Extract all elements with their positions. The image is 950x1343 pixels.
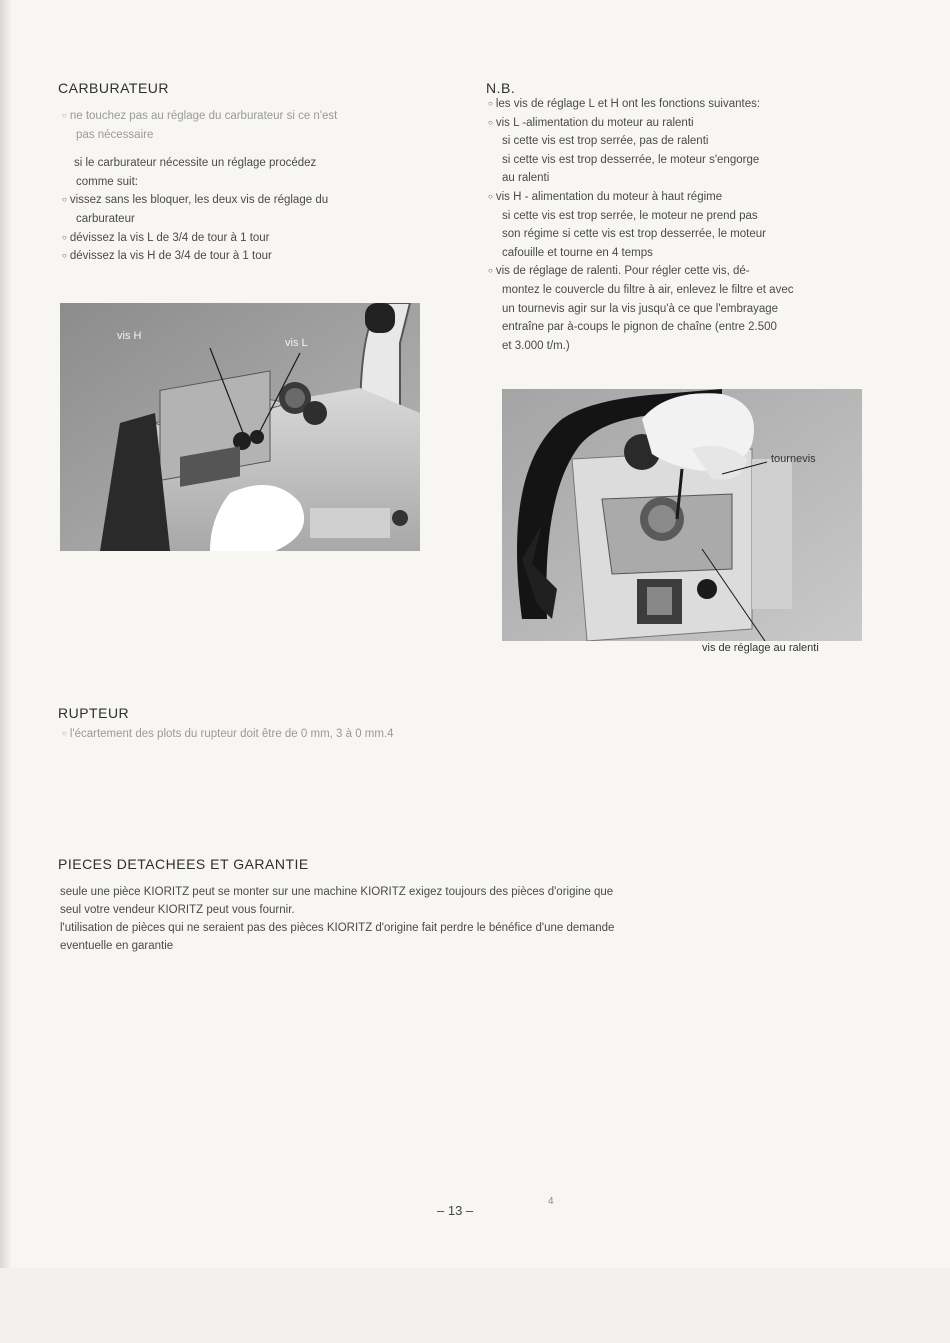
callout-tournevis: tournevis: [771, 453, 816, 465]
nb-line-11: montez le couvercle du filtre à air, enlevez le filtre et avec: [502, 283, 794, 296]
carburateur-intro-line-1: ○ ne touchez pas au réglage du carburateur si ce n'est: [62, 107, 437, 126]
pieces-line-1: seule une pièce KIORITZ peut se monter sur une machine KIORITZ exigez toujours des pièces d'origine que: [60, 886, 614, 898]
carburateur-step-1: ○ vissez sans les bloquer, les deux vis de réglage du: [62, 191, 437, 210]
nb-line-8: son régime si cette vis est trop desserrée, le moteur: [502, 228, 766, 241]
pieces-line-2: seul votre vendeur KIORITZ peut vous fournir.: [60, 904, 295, 916]
rupteur-heading: RUPTEUR: [58, 705, 130, 721]
carburetor-photo-illustration: [60, 303, 420, 551]
nb-heading: N.B.: [486, 80, 516, 96]
carburateur-step-2: ○ dévissez la vis L de 3/4 de tour à 1 tour: [62, 229, 437, 248]
pieces-line-3: l'utilisation de pièces qui ne seraient pas des pièces KIORITZ d'origine fait perdre le bénéfice d'une demande: [60, 922, 615, 934]
nb-line-13: entraîne par à-coups le pignon de chaîne (entre 2.500: [502, 321, 777, 334]
nb-line-5: au ralenti: [502, 172, 550, 185]
rupteur-text: ○ l'écartement des plots du rupteur doit être de 0 mm, 3 à 0 mm.4: [62, 725, 762, 744]
bottom-page-shade: [0, 1268, 950, 1343]
idle-photo-illustration: [502, 389, 862, 641]
callout-vis-h: vis H: [117, 330, 142, 342]
nb-line-2: ○ vis L -alimentation du moteur au ralenti: [488, 114, 873, 133]
nb-line-1: ○ les vis de réglage L et H ont les fonctions suivantes:: [488, 95, 873, 114]
carburateur-step-1-cont: carburateur: [76, 212, 135, 225]
page-edge-shadow: [0, 0, 12, 1343]
carburetor-adjustment-photo: [60, 303, 420, 551]
callout-vis-ralenti: vis de réglage au ralenti: [702, 642, 819, 654]
page-number: – 13 –: [437, 1203, 474, 1218]
corner-mark: 4: [548, 1196, 554, 1207]
nb-line-6: ○ vis H - alimentation du moteur à haut régime: [488, 188, 873, 207]
nb-line-4: si cette vis est trop desserrée, le moteur s'engorge: [502, 153, 760, 166]
nb-line-10: ○ vis de réglage de ralenti. Pour régler cette vis, dé-: [488, 262, 873, 281]
idle-adjustment-photo: [502, 389, 862, 641]
carburateur-condition-line-2: comme suit:: [76, 175, 138, 188]
nb-line-12: un tournevis agir sur la vis jusqu'à ce que l'embrayage: [502, 302, 779, 315]
callout-vis-l: vis L: [285, 337, 308, 349]
carburateur-intro-line-2: pas nécessaire: [76, 128, 154, 141]
carburateur-text: [62, 107, 437, 266]
pieces-text: [60, 883, 840, 955]
nb-line-3: si cette vis est trop serrée, pas de ralenti: [502, 135, 709, 148]
nb-line-7: si cette vis est trop serrée, le moteur ne prend pas: [502, 209, 758, 222]
nb-line-14: et 3.000 t/m.): [502, 339, 570, 352]
nb-line-9: cafouille et tourne en 4 temps: [502, 246, 653, 259]
pieces-line-4: eventuelle en garantie: [60, 940, 174, 952]
nb-text: [488, 95, 873, 355]
carburateur-condition-line-1: si le carburateur nécessite un réglage procédez: [74, 157, 317, 170]
pieces-heading: PIECES DETACHEES ET GARANTIE: [58, 856, 309, 872]
carburateur-heading: CARBURATEUR: [58, 80, 170, 96]
carburateur-step-3: ○ dévissez la vis H de 3/4 de tour à 1 tour: [62, 247, 437, 266]
